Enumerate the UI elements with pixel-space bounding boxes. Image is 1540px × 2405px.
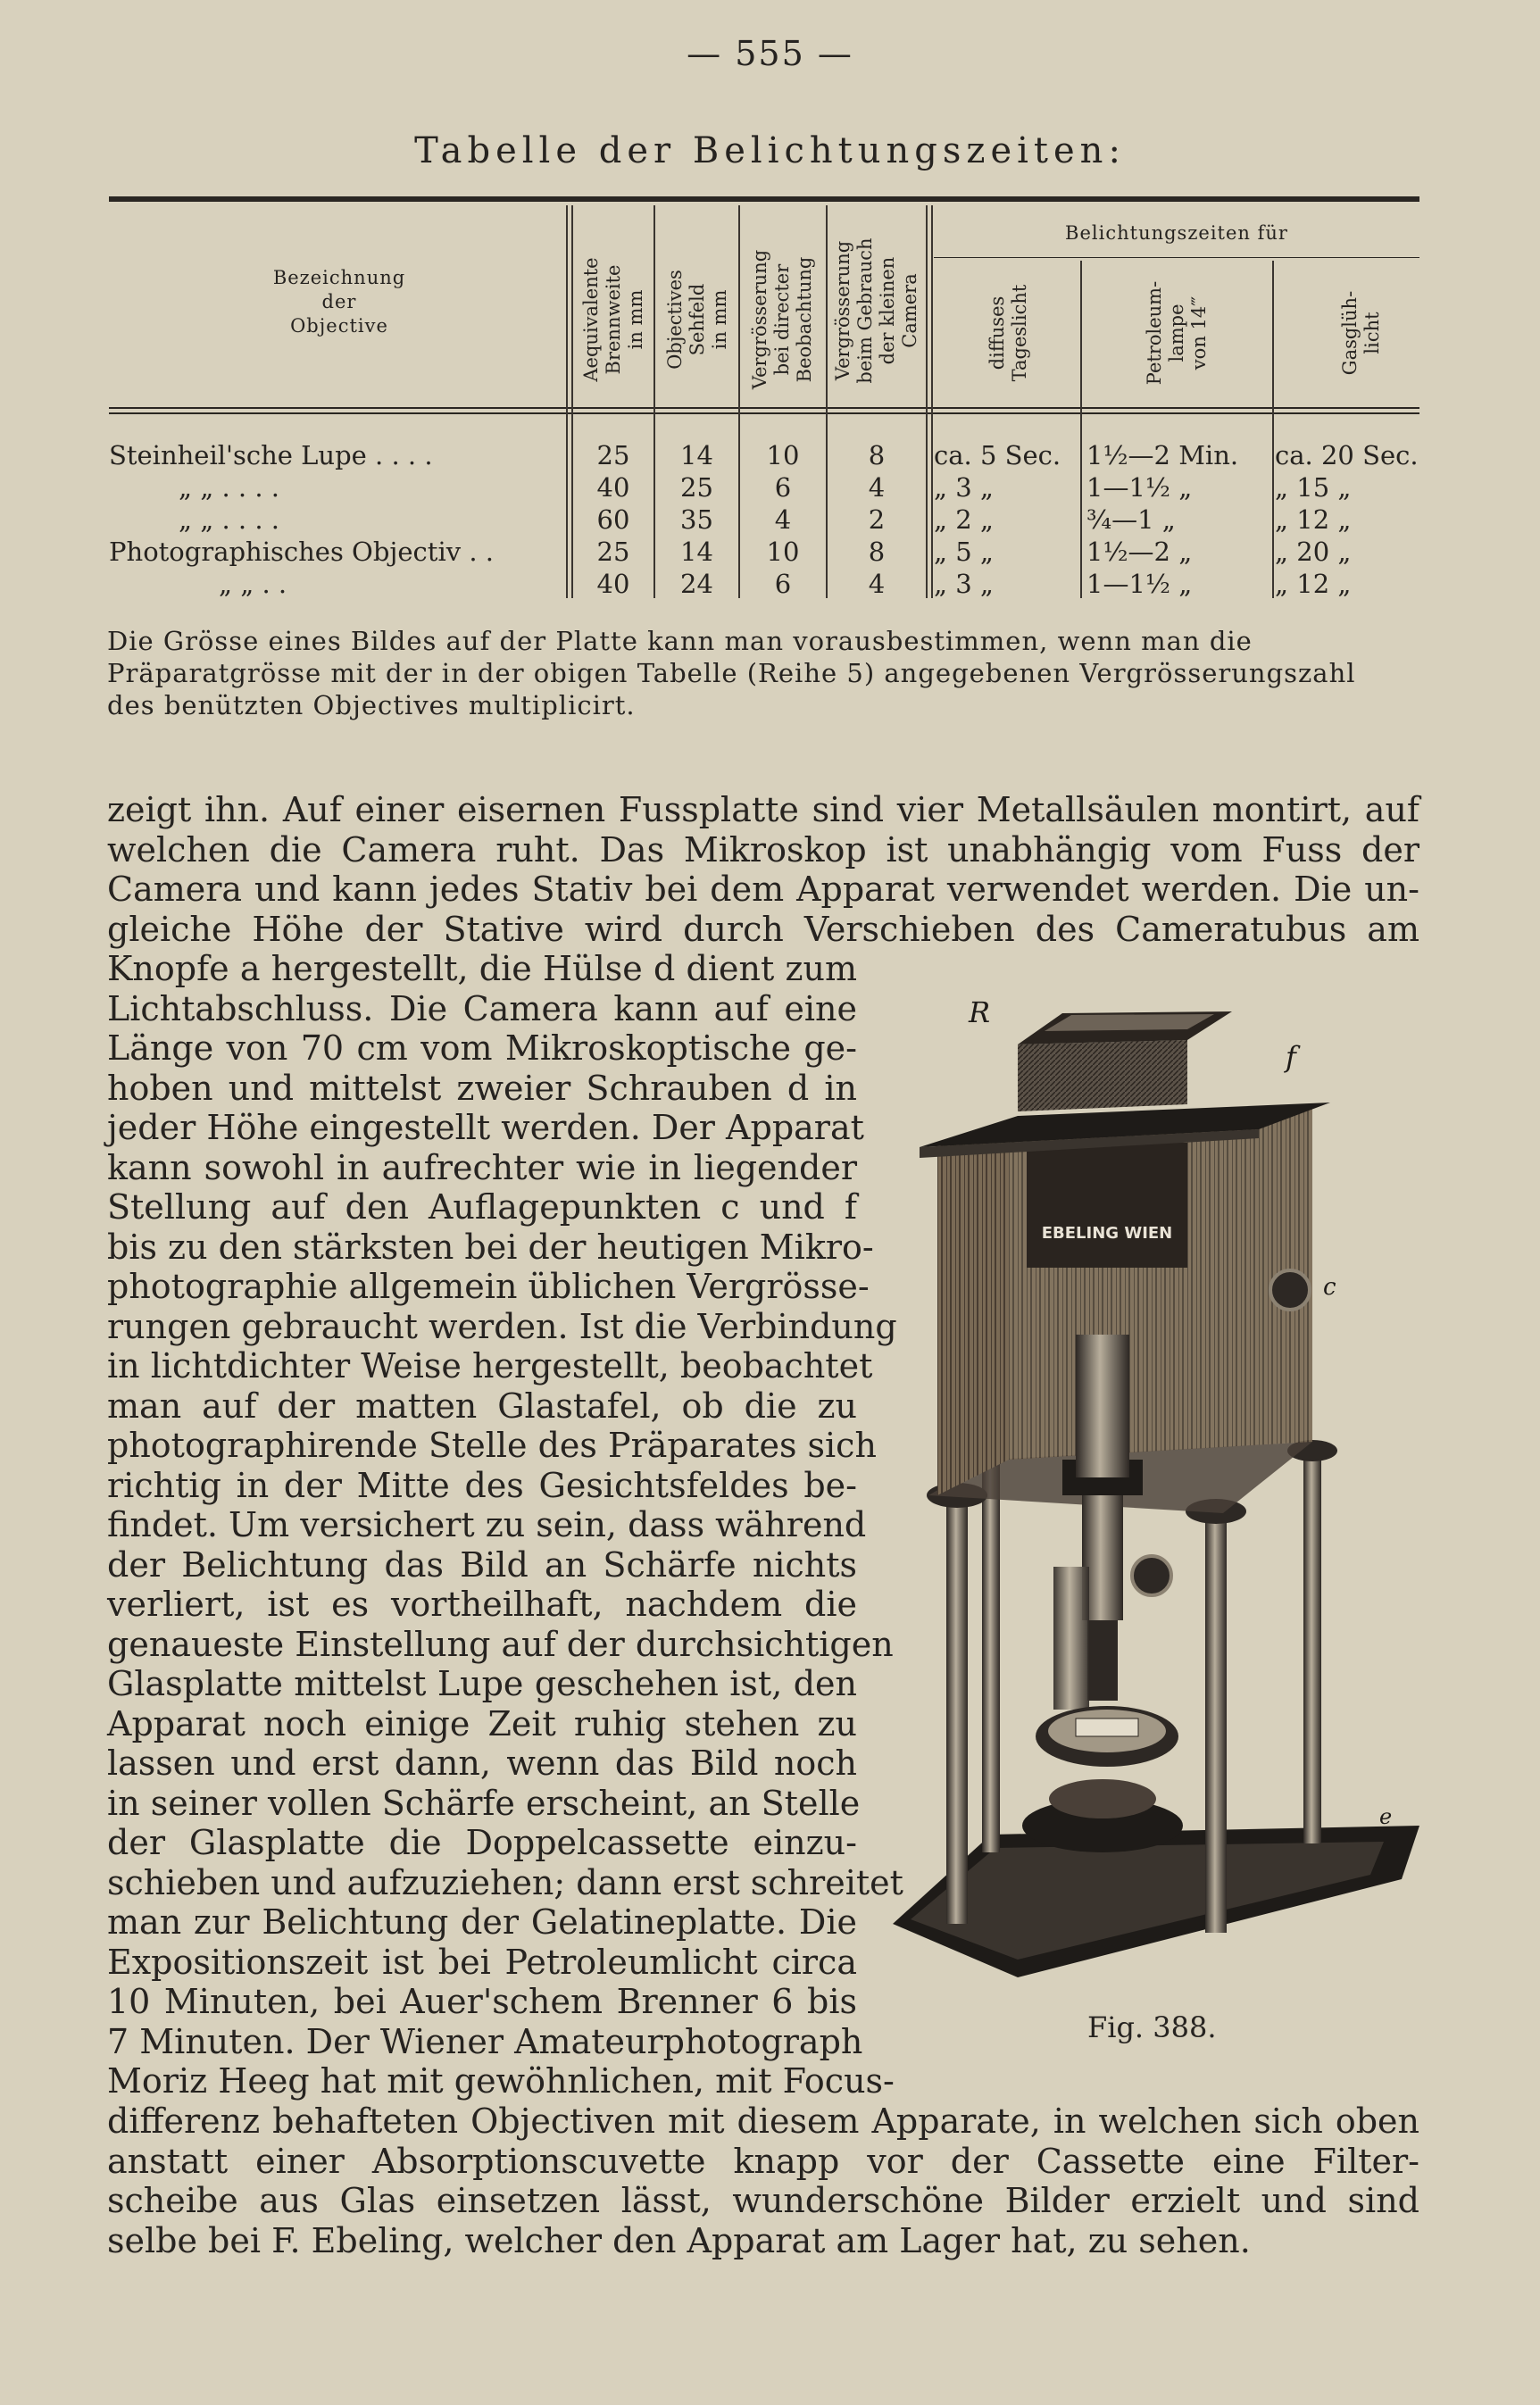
text-line: Länge von 70 cm vom Mikroskoptische ge- bbox=[107, 1028, 857, 1068]
camera-box-side bbox=[937, 1120, 1009, 1495]
mag-camera: 4 bbox=[868, 569, 886, 599]
header-text: in mm bbox=[624, 289, 646, 350]
mag-direct: 6 bbox=[774, 472, 792, 503]
field-of-view: 14 bbox=[680, 537, 713, 567]
header-petroleum bbox=[1132, 266, 1221, 400]
header-text: Objective bbox=[290, 315, 388, 337]
text-line: gleiche Höhe der Stative wird durch Verschieben des Cameratubus am bbox=[107, 909, 1419, 949]
header-rule-1 bbox=[109, 407, 1419, 409]
text-line: Knopfe a hergestellt, die Hülse d dient zum bbox=[107, 949, 857, 988]
focal-length: 40 bbox=[596, 472, 630, 503]
objective-name: „ „ . . . . bbox=[179, 472, 280, 503]
page-number: — 555 — bbox=[687, 34, 853, 73]
label-letter: c bbox=[1323, 1274, 1336, 1301]
header-exposure: Belichtungszeiten für bbox=[1065, 222, 1288, 244]
brand-plate bbox=[1027, 1143, 1187, 1268]
microphotographic-apparatus-figure bbox=[884, 995, 1419, 1986]
header-text: bei directer bbox=[770, 263, 793, 376]
field-of-view: 14 bbox=[680, 440, 713, 470]
text-line: zeigt ihn. Auf einer eisernen Fussplatte sind vier Metallsäulen montirt, auf bbox=[107, 790, 1419, 829]
text-line: jeder Höhe eingestellt werden. Der Apparat bbox=[107, 1108, 864, 1147]
header-text: lampe bbox=[1165, 304, 1187, 362]
time-petroleum: 1—1½ „ bbox=[1086, 472, 1193, 503]
header-text: Objectives bbox=[663, 270, 686, 370]
label-letter: f bbox=[1286, 1040, 1296, 1074]
header-field-of-view bbox=[657, 239, 737, 400]
objective-name: „ „ . . . . bbox=[179, 504, 280, 535]
field-of-view: 35 bbox=[680, 504, 713, 535]
note-line: des benützten Objectives multiplicirt. bbox=[107, 690, 636, 720]
header-text: beim Gebrauch bbox=[854, 237, 876, 384]
text-line: Camera und kann jedes Stativ bei dem Apparat verwendet werden. Die un- bbox=[107, 870, 1419, 909]
text-line: in lichtdichter Weise hergestellt, beobachtet bbox=[107, 1346, 873, 1386]
header-text: der kleinen bbox=[877, 256, 898, 365]
header-daylight bbox=[964, 266, 1053, 400]
text-line: richtig in der Mitte des Gesichtsfeldes be- bbox=[107, 1465, 857, 1505]
objective-name: Steinheil'sche Lupe . . . . bbox=[109, 440, 433, 470]
text-line: Lichtabschluss. Die Camera kann auf eine bbox=[107, 988, 857, 1028]
column bbox=[946, 1495, 968, 1924]
header-designation bbox=[205, 266, 473, 338]
col-line bbox=[931, 205, 933, 598]
microscope-body bbox=[1087, 1620, 1118, 1701]
text-line: Stellung auf den Auflagepunkten c und f bbox=[107, 1187, 857, 1227]
header-mag-direct bbox=[742, 239, 822, 400]
header-text: Tageslicht bbox=[1009, 284, 1030, 382]
text-line: Glasplatte mittelst Lupe geschehen ist, den bbox=[107, 1664, 857, 1703]
text-line: man zur Belichtung der Gelatineplatte. Die bbox=[107, 1902, 857, 1942]
header-text: Vergrösserung bbox=[832, 240, 853, 381]
text-line: photographie allgemein üblichen Vergrösse- bbox=[107, 1267, 870, 1306]
text-line: scheibe aus Glas einsetzen lässt, wunderschöne Bilder erzielt und sind bbox=[107, 2181, 1419, 2220]
time-petroleum: 1½—2 „ bbox=[1086, 537, 1193, 567]
header-mag-camera bbox=[832, 221, 921, 400]
column bbox=[1303, 1451, 1321, 1843]
time-gaslight: „ 12 „ bbox=[1275, 504, 1352, 535]
table-title: Tabelle der Belichtungszeiten: bbox=[414, 130, 1126, 171]
header-text: diffuses bbox=[986, 295, 1008, 370]
mag-camera: 2 bbox=[868, 504, 886, 535]
column bbox=[1205, 1513, 1227, 1933]
side-knob bbox=[1270, 1270, 1310, 1310]
text-line: welchen die Camera ruht. Das Mikroskop ist unabhängig vom Fuss der bbox=[107, 829, 1419, 870]
col-line bbox=[566, 205, 568, 598]
text-line: der Belichtung das Bild an Schärfe nichts bbox=[107, 1544, 857, 1585]
header-text: Petroleum- bbox=[1143, 280, 1165, 386]
microscope-arm bbox=[1053, 1567, 1089, 1710]
text-line: hoben und mittelst zweier Schrauben d in bbox=[107, 1068, 857, 1108]
time-gaslight: „ 15 „ bbox=[1275, 472, 1352, 503]
text-line: schieben und aufzuziehen; dann erst schreitet bbox=[107, 1862, 903, 1902]
header-text: Sehfeld bbox=[686, 283, 708, 356]
mag-direct: 10 bbox=[766, 440, 800, 470]
header-text: Camera bbox=[899, 273, 920, 348]
header-text: Beobachtung bbox=[793, 256, 815, 383]
time-petroleum: ¾—1 „ bbox=[1086, 504, 1176, 535]
text-line: rungen gebraucht werden. Ist die Verbindung bbox=[107, 1306, 897, 1346]
mag-camera: 8 bbox=[868, 440, 886, 470]
note-line: Die Grösse eines Bildes auf der Platte kann man vorausbestimmen, wenn man die bbox=[107, 626, 1253, 656]
text-line: kann sowohl in aufrechter wie in liegender bbox=[107, 1147, 857, 1187]
objective-name: „ „ . . bbox=[219, 569, 287, 599]
text-line: man auf der matten Glastafel, ob die zu bbox=[107, 1386, 857, 1426]
text-line: in seiner vollen Schärfe erscheint, an Stelle bbox=[107, 1783, 861, 1823]
text-line: differenz behafteten Objectiven mit diesem Apparate, in welchen sich oben bbox=[107, 2101, 1419, 2141]
text-line: findet. Um versichert zu sein, dass während bbox=[107, 1505, 867, 1544]
table-top-rule bbox=[109, 196, 1419, 202]
body-text-bottom bbox=[107, 2101, 1419, 2260]
text-line: lassen und erst dann, wenn das Bild noch bbox=[107, 1743, 857, 1783]
text-line: genaueste Einstellung auf der durchsichtigen bbox=[107, 1624, 894, 1664]
text-line: Apparat noch einige Zeit ruhig stehen zu bbox=[107, 1703, 857, 1743]
figure-caption: Fig. 388. bbox=[1087, 2010, 1217, 2044]
text-line: 7 Minuten. Der Wiener Amateurphotograph bbox=[107, 2021, 863, 2061]
time-daylight: „ 3 „ bbox=[934, 472, 994, 503]
header-text: in mm bbox=[708, 289, 730, 350]
text-line: 10 Minuten, bei Auer'schem Brenner 6 bis bbox=[107, 1982, 857, 2021]
header-text: Vergrösserung bbox=[748, 249, 770, 390]
body-text-top bbox=[107, 790, 1419, 949]
header-text: licht bbox=[1361, 312, 1383, 354]
table-note bbox=[107, 625, 1419, 721]
specimen-slide bbox=[1076, 1718, 1138, 1736]
camera-tube bbox=[1076, 1335, 1129, 1477]
text-line: anstatt einer Absorptionscuvette knapp vor der Cassette eine Filter- bbox=[107, 2141, 1419, 2181]
time-gaslight: „ 12 „ bbox=[1275, 569, 1352, 599]
time-petroleum: 1—1½ „ bbox=[1086, 569, 1193, 599]
time-gaslight: ca. 20 Sec. bbox=[1275, 440, 1419, 470]
text-line: selbe bei F. Ebeling, welcher den Apparat am Lager hat, zu sehen. bbox=[107, 2220, 1251, 2260]
column bbox=[982, 1460, 1000, 1852]
text-line: bis zu den stärksten bei der heutigen Mikro- bbox=[107, 1227, 874, 1267]
field-of-view: 25 bbox=[680, 472, 713, 503]
focal-length: 60 bbox=[596, 504, 630, 535]
label-letter: R bbox=[969, 995, 991, 1029]
col-line bbox=[1272, 261, 1274, 598]
header-text: Gasglüh- bbox=[1339, 290, 1361, 376]
focal-length: 25 bbox=[596, 537, 630, 567]
focal-length: 25 bbox=[596, 440, 630, 470]
mag-direct: 6 bbox=[774, 569, 792, 599]
objective-name: Photographisches Objectiv . . bbox=[109, 537, 494, 567]
mag-direct: 10 bbox=[766, 537, 800, 567]
exposure-subrule bbox=[934, 257, 1419, 258]
header-gaslight bbox=[1317, 266, 1406, 400]
time-daylight: „ 3 „ bbox=[934, 569, 994, 599]
time-petroleum: 1½—2 Min. bbox=[1086, 440, 1239, 470]
field-of-view: 24 bbox=[680, 569, 713, 599]
mag-direct: 4 bbox=[774, 504, 792, 535]
note-line: Präparatgrösse mit der in der obigen Tabelle (Reihe 5) angegebenen Vergrösserungszahl bbox=[107, 658, 1356, 688]
focus-knob bbox=[1132, 1556, 1171, 1595]
mag-camera: 4 bbox=[868, 472, 886, 503]
time-gaslight: „ 20 „ bbox=[1275, 537, 1352, 567]
body-text-narrow bbox=[107, 949, 903, 2101]
header-text: Aequivalente bbox=[579, 257, 602, 382]
col-line bbox=[1080, 261, 1082, 598]
mag-camera: 8 bbox=[868, 537, 886, 567]
header-focal-length bbox=[573, 239, 653, 400]
text-line: Moriz Heeg hat mit gewöhnlichen, mit Focus- bbox=[107, 2061, 895, 2101]
text-line: photographirende Stelle des Präparates sich bbox=[107, 1426, 877, 1465]
header-text: der bbox=[321, 291, 357, 312]
header-rule-2 bbox=[109, 412, 1419, 414]
text-line: verliert, ist es vortheilhaft, nachdem die bbox=[107, 1585, 857, 1624]
header-text: Bezeichnung bbox=[272, 267, 406, 288]
col-line bbox=[926, 205, 928, 598]
header-text: von 14‴ bbox=[1187, 295, 1210, 370]
label-letter: e bbox=[1379, 1804, 1393, 1829]
focal-length: 40 bbox=[596, 569, 630, 599]
text-line: Expositionszeit ist bei Petroleumlicht circa bbox=[107, 1942, 857, 1982]
brand-plate-text: EBELING WIEN bbox=[1041, 1224, 1173, 1243]
text-line: der Glasplatte die Doppelcassette einzu- bbox=[107, 1823, 857, 1862]
time-daylight: „ 5 „ bbox=[934, 537, 994, 567]
cassette bbox=[1018, 1040, 1187, 1111]
mirror-ring bbox=[1049, 1779, 1156, 1818]
header-text: Brennweite bbox=[602, 264, 624, 375]
time-daylight: ca. 5 Sec. bbox=[934, 440, 1061, 470]
time-daylight: „ 2 „ bbox=[934, 504, 994, 535]
